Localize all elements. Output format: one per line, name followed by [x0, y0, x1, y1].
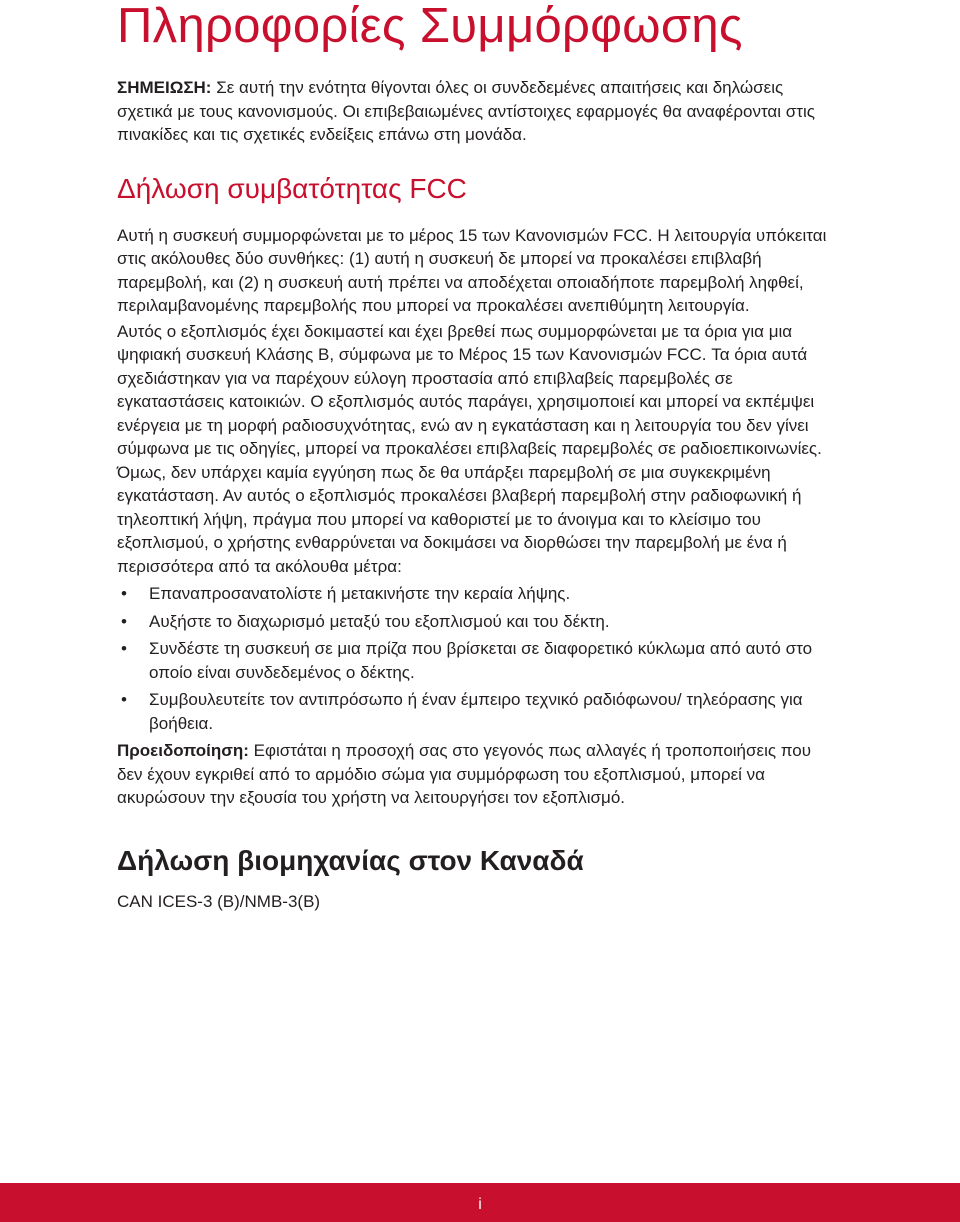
canada-heading: Δήλωση βιομηχανίας στον Καναδά — [117, 844, 584, 876]
fcc-paragraph-1: Αυτή η συσκευή συμμορφώνεται με το μέρος 15 των Κανονισμών FCC. Η λειτουργία υπόκειται στις ακόλουθες δύο συνθήκες: (1) αυτή η συσκευή δε μπορεί να προκαλέσει επιβλαβή παρεμβολή, και (2) η συσκευή αυτή πρέπει να αποδέχεται οποιαδήποτε παρεμβολή ληφθεί, περιλαμβανομένης παρεμβολής που μπορεί να προκαλέσει ανεπιθύμητη λειτουργία. — [117, 225, 827, 315]
fcc-paragraph-2: Αυτός ο εξοπλισμός έχει δοκιμαστεί και έχει βρεθεί πως συμμορφώνεται με τα όρια για μια ψηφιακή συσκευή Κλάσης B, σύμφωνα με το Μέρος 15 των Κανονισμών FCC. Τα όρια αυτά σχεδιάστηκαν για να παρέχουν εύλογη προστασία από επιβλαβείς παρεμβολές σε εγκαταστάσεις κατοικιών. Ο εξοπλισμός αυτός παράγει, χρησιμοποιεί και μπορεί να εκπέμψει ενέργεια με τη μορφή ραδιοσυχνότητας, ενώ αν η εγκατάσταση και η λειτουργία του δεν γίνει σύμφωνα με τις οδηγίες, μπορεί να προκαλέσει επιβλαβείς παρεμβολές σε ραδιοεπικοινωνίες. Όμως, δεν υπάρχει καμία εγγύηση πως δε θα υπάρξει παρεμβολή σε μια συγκεκριμένη εγκατάσταση. Αν αυτός ο εξοπλισμός προκαλέσει βλαβερή παρεμβολή στην ραδιοφωνική ή τηλεοπτική λήψη, πράγμα που μπορεί να καθοριστεί με το άνοιγμα και το κλείσιμο του εξοπλισμού, ο χρήστης ενθαρρύνεται να δοκιμάσει να διορθώσει την παρεμβολή με ένα ή περισσότερα από τα ακόλουθα μέτρα: — [117, 321, 822, 576]
measure-item: • Επαναπροσανατολίστε ή μετακινήστε την κεραία λήψης. — [117, 582, 837, 606]
footer-bar — [0, 1183, 960, 1222]
warning-text: Εφιστάται η προσοχή σας στο γεγονός πως αλλαγές ή τροποποιήσεις που δεν έχουν εγκριθεί από το αρμόδιο σώμα για συμμόρφωση του εξοπλισμού, μπορεί να ακυρώσουν την εξουσία του χρήστη να λειτουργήσει τον εξοπλισμό. — [117, 741, 812, 807]
warning-label: Προειδοποίηση: — [117, 741, 249, 760]
note-text: Σε αυτή την ενότητα θίγονται όλες οι συνδεδεμένες απαιτήσεις και δηλώσεις σχετικά με τους κανονισμούς. Οι επιβεβαιωμένες αντίστοιχες εφαρμογές θα αναφέρονται στις πινακίδες και τις σχετικές ενδείξεις επάνω στη μονάδα. — [117, 78, 815, 144]
document-body — [117, 76, 837, 913]
page-title: Πληροφορίες Συμμόρφωσης — [117, 0, 743, 53]
measure-item: • Συνδέστε τη συσκευή σε μια πρίζα που βρίσκεται σε διαφορετικό κύκλωμα από αυτό στο οποίο είναι συνδεδεμένος ο δέκτης. — [117, 637, 837, 684]
note-paragraph — [117, 76, 837, 147]
warning-paragraph — [117, 739, 837, 810]
measure-item: • Αυξήστε το διαχωρισμό μεταξύ του εξοπλισμού και του δέκτη. — [117, 610, 837, 634]
measure-item: • Συμβουλευτείτε τον αντιπρόσωπο ή έναν έμπειρο τεχνικό ραδιόφωνου/ τηλεόρασης για βοήθεια. — [117, 688, 837, 735]
page-number: i — [478, 1196, 482, 1213]
canada-text: CAN ICES-3 (B)/NMB-3(B) — [117, 891, 321, 911]
fcc-heading: Δήλωση συμβατότητας FCC — [117, 172, 467, 204]
note-label: ΣΗΜΕΙΩΣΗ: — [117, 78, 212, 97]
measures-list — [117, 582, 837, 735]
